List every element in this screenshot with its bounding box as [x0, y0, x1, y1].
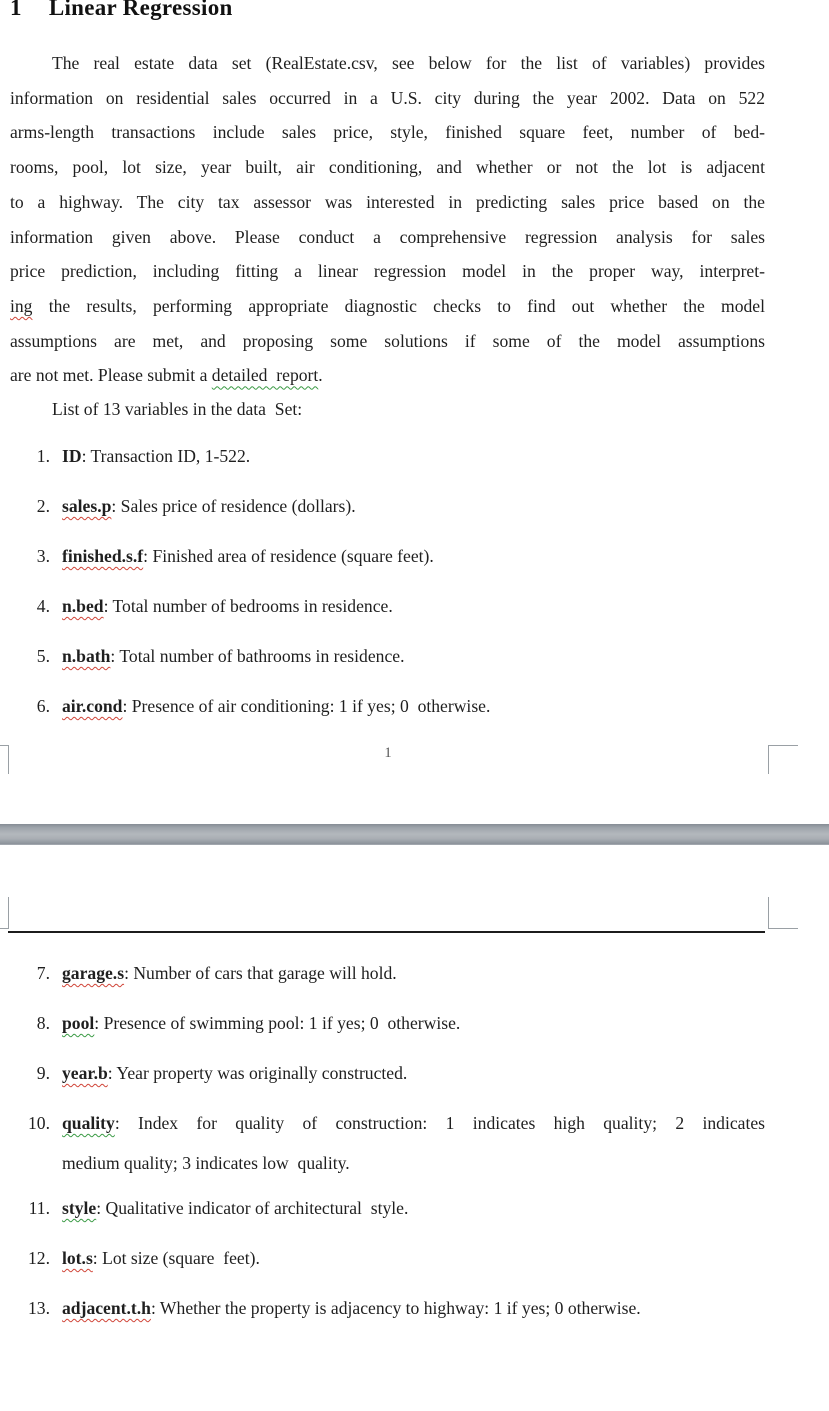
list-item-number: 1.	[36, 446, 50, 466]
paragraph-line: arms-length transactions include sales price, style, finished square feet, number of bed-	[10, 122, 765, 143]
page2-header-rule	[8, 931, 765, 933]
list-item	[10, 1011, 767, 1035]
variable-description: : Total number of bedrooms in residence.	[103, 596, 393, 616]
section-number: 1	[10, 0, 22, 20]
list-item	[10, 1296, 767, 1320]
list-intro-line: List of 13 variables in the data Set:	[52, 399, 303, 419]
margin-corner-mark	[768, 745, 798, 774]
margin-corner-mark	[0, 897, 9, 929]
list-item-number: 13.	[28, 1298, 50, 1318]
section-heading	[10, 0, 233, 21]
variable-description: : Index for quality of construction: 1 indicates high quality; 2 indicates	[114, 1113, 765, 1133]
list-item	[10, 961, 767, 985]
variable-description: : Number of cars that garage will hold.	[124, 963, 397, 983]
variable-description: : Whether the property is adjacency to highway: 1 if yes; 0 otherwise.	[150, 1298, 641, 1318]
variable-name: year.b	[62, 1063, 108, 1083]
list-item-number: 11.	[28, 1198, 50, 1218]
paragraph-text: are not met. Please submit a	[10, 365, 208, 386]
list-item	[10, 1246, 767, 1270]
list-item	[10, 644, 767, 668]
list-item-number: 10.	[28, 1113, 50, 1133]
paragraph-line: information given above. Please conduct a comprehensive regression analysis for sales	[10, 226, 765, 247]
variable-description: : Sales price of residence (dollars).	[111, 496, 356, 516]
variable-description: : Transaction ID, 1-522.	[81, 446, 251, 466]
variable-description: : Lot size (square feet).	[92, 1248, 260, 1268]
variable-name: quality	[62, 1113, 115, 1133]
list-item	[10, 594, 767, 618]
variable-name: ID	[62, 446, 82, 466]
paragraph-text: the results, performing appropriate diagnostic checks to find out whether the model	[48, 295, 765, 316]
list-item-number: 2.	[36, 496, 50, 516]
variable-list-page1	[10, 444, 767, 744]
paragraph-line: information on residential sales occurred in a U.S. city during the year 2002. Data on 522	[10, 87, 765, 108]
variable-name: n.bath	[62, 646, 111, 666]
grammar-flagged-phrase: detailed report	[211, 365, 319, 386]
variable-description: : Total number of bathrooms in residence.	[110, 646, 405, 666]
page-break-separator	[0, 824, 829, 845]
margin-corner-mark	[0, 745, 9, 774]
list-item-line	[62, 1111, 765, 1135]
list-item	[10, 1111, 767, 1175]
list-item-number: 7.	[36, 963, 50, 983]
list-item-number: 9.	[36, 1063, 50, 1083]
paragraph-line: rooms, pool, lot size, year built, air conditioning, and whether or not the lot is adjacent	[10, 157, 765, 178]
list-item-number: 3.	[36, 546, 50, 566]
paragraph-line: price prediction, including fitting a linear regression model in the proper way, interpret-	[10, 261, 765, 282]
list-item-number: 12.	[28, 1248, 50, 1268]
list-item	[10, 544, 767, 568]
variable-name: style	[62, 1198, 97, 1218]
variable-name: n.bed	[62, 596, 104, 616]
margin-corner-mark	[768, 897, 798, 929]
variable-list-page2	[10, 961, 767, 1346]
list-item-number: 5.	[36, 646, 50, 666]
list-item-number: 6.	[36, 696, 50, 716]
paragraph-line	[10, 289, 765, 324]
paragraph-line: The real estate data set (RealEstate.csv, see below for the list of variables) provides	[52, 53, 765, 73]
paragraph-line: assumptions are met, and proposing some solutions if some of the model assumptions	[10, 330, 765, 351]
variable-description: : Qualitative indicator of architectural style.	[96, 1198, 409, 1218]
variable-name: adjacent.t.h	[62, 1298, 151, 1318]
variable-description: : Presence of swimming pool: 1 if yes; 0 otherwise.	[94, 1013, 461, 1033]
variable-name: sales.p	[62, 496, 112, 516]
variable-name: air.cond	[62, 696, 123, 716]
page-number: 1	[384, 745, 392, 761]
variable-name: garage.s	[62, 963, 125, 983]
variable-description: : Presence of air conditioning: 1 if yes; 0 otherwise.	[122, 696, 491, 716]
list-item-line: medium quality; 3 indicates low quality.	[62, 1153, 350, 1173]
paragraph-line: to a highway. The city tax assessor was interested in predicting sales price based on the	[10, 191, 765, 212]
variable-name: pool	[62, 1013, 95, 1033]
list-item	[10, 1196, 767, 1220]
variable-name: lot.s	[62, 1248, 93, 1268]
section-title: Linear Regression	[48, 0, 233, 20]
list-item	[10, 494, 767, 518]
paragraph-line	[10, 358, 765, 393]
variable-description: : Year property was originally constructed.	[107, 1063, 408, 1083]
list-item	[10, 1061, 767, 1085]
list-item-number: 8.	[36, 1013, 50, 1033]
variable-name: finished.s.f	[62, 546, 144, 566]
list-item-number: 4.	[36, 596, 50, 616]
variable-description: : Finished area of residence (square feet).	[143, 546, 434, 566]
list-item	[10, 444, 767, 468]
intro-paragraph	[10, 46, 765, 393]
spellcheck-flagged-word: ing	[10, 295, 33, 316]
paragraph-text: .	[318, 365, 323, 386]
list-item	[10, 694, 767, 718]
